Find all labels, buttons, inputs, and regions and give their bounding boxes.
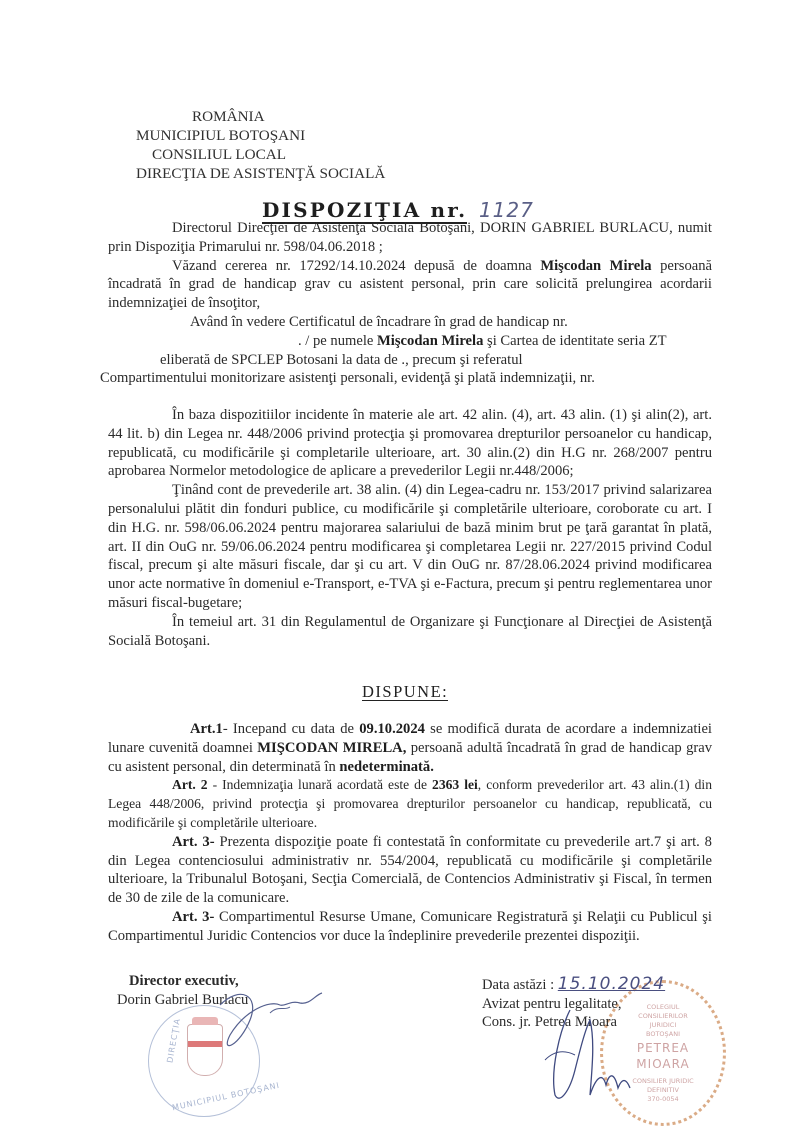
- stamp-bottom-text: MUNICIPIUL BOTOŞANI: [171, 1080, 281, 1113]
- handwritten-document-number: 1127: [478, 198, 534, 222]
- article-1-text: - Incepand cu data de: [222, 721, 360, 737]
- preamble-certificate-line2: [108, 332, 712, 351]
- handwritten-date: 15.10.2024: [557, 974, 666, 994]
- preamble-request-text-end: persoană încadrată în grad de handicap grav cu asistent personal, prin care solicită prelungirea acordarii indemnizaţiei de însoţitor,: [108, 257, 712, 312]
- article-1: [108, 720, 712, 776]
- preamble-certificate-line4: Compartimentului monitorizare asistenţi personali, evidenţă şi plată indemnizaţii, nr.: [100, 370, 595, 387]
- stamp-line: COLEGIUL: [646, 1003, 680, 1011]
- header-directorate: DIRECŢIA DE ASISTENŢĂ SOCIALĂ: [136, 165, 386, 182]
- article-2-amount: 2363 lei: [432, 777, 478, 793]
- stamp-name: PETREA: [636, 1041, 690, 1055]
- dispune-heading: DISPUNE:: [362, 682, 449, 701]
- certificate-text-end: şi Cartea de identitate seria ZT: [483, 332, 667, 349]
- article-1-date: 09.10.2024: [359, 721, 425, 737]
- legal-basis-paragraph-3: În temeiul art. 31 din Regulamentul de Organizare şi Funcţionare al Direcţiei de Asistenţă Socială Botoşani.: [108, 613, 712, 649]
- stamp-side-text: DIRECŢIA: [165, 1017, 183, 1064]
- legal-basis: [108, 406, 712, 650]
- article-4-text: Compartimentul Resurse Umane, Comunicare Registratură şi Relaţii cu Publicul şi Compartimentul Juridic Contencios vor duce la îndeplinire prevederile prezentei dispoziţii.: [108, 908, 712, 944]
- preamble-request-paragraph: [108, 257, 712, 313]
- preamble: [100, 219, 712, 388]
- preamble-director-paragraph: Directorul Direcţiei de Asistenţă Socială Botoşani, DORIN GABRIEL BURLACU, numit prin Dispoziţia Primarului nr. 598/04.06.2018 ;: [108, 220, 712, 255]
- date-line: [482, 975, 665, 995]
- article-2: [108, 776, 712, 832]
- legal-basis-paragraph-1: În baza dispozitiilor incidente în materie ale art. 42 alin. (4), art. 43 alin. (1) şi alin(2), art. 44 lit. b) din Legea nr. 448/2006 privind protecţia şi promovarea drepturilor persoanelor cu handicap, republicată, cu modificările şi completarile ulterioare, art. 30 alin.(2) din H.G nr. 268/2007 pentru aprobarea Normelor metodologice de aplicare a prevederilor Legii nr.448/2006;: [108, 407, 712, 480]
- crown-icon: [192, 1017, 218, 1025]
- preamble-certificate-line3: eliberată de SPCLEP Botosani la data de ., precum şi referatul: [160, 351, 523, 368]
- stamp-line: CONSILIER JURIDIC: [632, 1077, 694, 1085]
- header-council: CONSILIUL LOCAL: [152, 146, 287, 163]
- document-title: DISPOZIŢIA nr.: [262, 198, 468, 222]
- legal-basis-paragraph-2: Ţinând cont de prevederile art. 38 alin. (4) din Legea-cadru nr. 153/2017 privind salarizarea personalului plătit din fonduri publice, cu modificările şi completările ulterioare, coroborate cu art. I din H.G. nr. 598/06.06.2024 pentru majorarea salariului de bază minim brut pe ţară garantat în plată, art. II din OuG nr. 59/06.06.2024 pentru modificarea şi completarea Legii nr. 227/2015 privind Codul fiscal, precum şi alte măsuri fiscale, dar şi cu art. V din OuG nr. 87/28.06.2024 privind modificarea unor acte normative în domeniul e-Transport, e-TVA şi e-Factura, precum şi pentru reglementarea unor măsuri fiscal-bugetare;: [108, 482, 712, 611]
- article-1-label: Art.1: [190, 721, 223, 737]
- coat-of-arms-icon: [187, 1024, 223, 1076]
- director-signature-block: [117, 972, 248, 1009]
- certificate-text: . / pe numele: [298, 332, 378, 349]
- articles: [108, 720, 712, 946]
- directorate-stamp: [148, 1005, 281, 1117]
- article-4: [108, 908, 712, 946]
- legal-signature-block: [482, 975, 665, 1032]
- director-name: Dorin Gabriel Burlacu: [117, 991, 249, 1008]
- article-3-text: Prezenta dispoziţie poate fi contestată în conformitate cu prevederile art.7 şi art. 8 din Legea contenciosului administrativ nr. 554/2004, republicată cu modificările şi completările ulterioare, la Tribunalul Botoşani, Secţia Comercială, de Contencios Administrativ şi Fiscal, în termen de 30 de zile de la comunicare.: [108, 833, 712, 907]
- stamp-line: CONSILIERILOR: [638, 1012, 688, 1020]
- preamble-certificate-line1: Având în vedere Certificatul de încadrare în grad de handicap nr.: [190, 313, 568, 330]
- legal-advisor-name: Cons. jr. Petrea Mioara: [482, 1014, 617, 1030]
- applicant-name: Mişcodan Mirela: [540, 257, 652, 274]
- stamp-line: JURIDICI: [649, 1021, 677, 1029]
- director-role: Director executiv,: [129, 973, 239, 989]
- article-3-label: Art. 3-: [172, 833, 215, 850]
- article-1-beneficiary: MIŞCODAN MIRELA,: [257, 739, 407, 756]
- institution-header: [136, 107, 385, 183]
- preamble-request-text: Văzand cererea nr. 17292/14.10.2024 depusă de doamna: [172, 257, 541, 274]
- article-2-text: - Indemnizaţia lunară acordată este de: [207, 777, 433, 793]
- article-1-end: nedeterminată.: [339, 758, 434, 775]
- article-1-text-2: se modifică durata de acordare a indemnizatiei lunare cuvenită doamnei: [108, 721, 712, 756]
- article-3: [108, 833, 712, 908]
- article-2-text-2: , conform prevederilor art. 43 alin.(1) din Legea 448/2006, privind protecţia şi promovarea drepturilor persoanelor cu handicap, republicată, cu modificările şi completările ulterioare.: [108, 777, 712, 830]
- stamp-line: BOTOŞANI: [645, 1030, 681, 1038]
- article-1-text-3: persoană adultă încadrată în grad de handicap grav cu asistent personal, din determinată în: [108, 739, 713, 775]
- applicant-name-2: Mişcodan Mirela: [377, 332, 484, 349]
- legality-endorsement: Avizat pentru legalitate,: [482, 995, 622, 1012]
- article-4-label: Art. 3-: [172, 908, 215, 925]
- date-label: Data astăzi :: [482, 977, 558, 993]
- header-country: ROMÂNIA: [192, 108, 265, 125]
- header-municipality: MUNICIPIUL BOTOŞANI: [136, 127, 306, 144]
- article-2-label: Art. 2: [172, 777, 208, 793]
- crest-band: [188, 1041, 222, 1047]
- stamp-line: 370-0054: [647, 1095, 679, 1103]
- stamp-name: MIOARA: [636, 1057, 690, 1071]
- stamp-line: DEFINITIV: [647, 1086, 679, 1094]
